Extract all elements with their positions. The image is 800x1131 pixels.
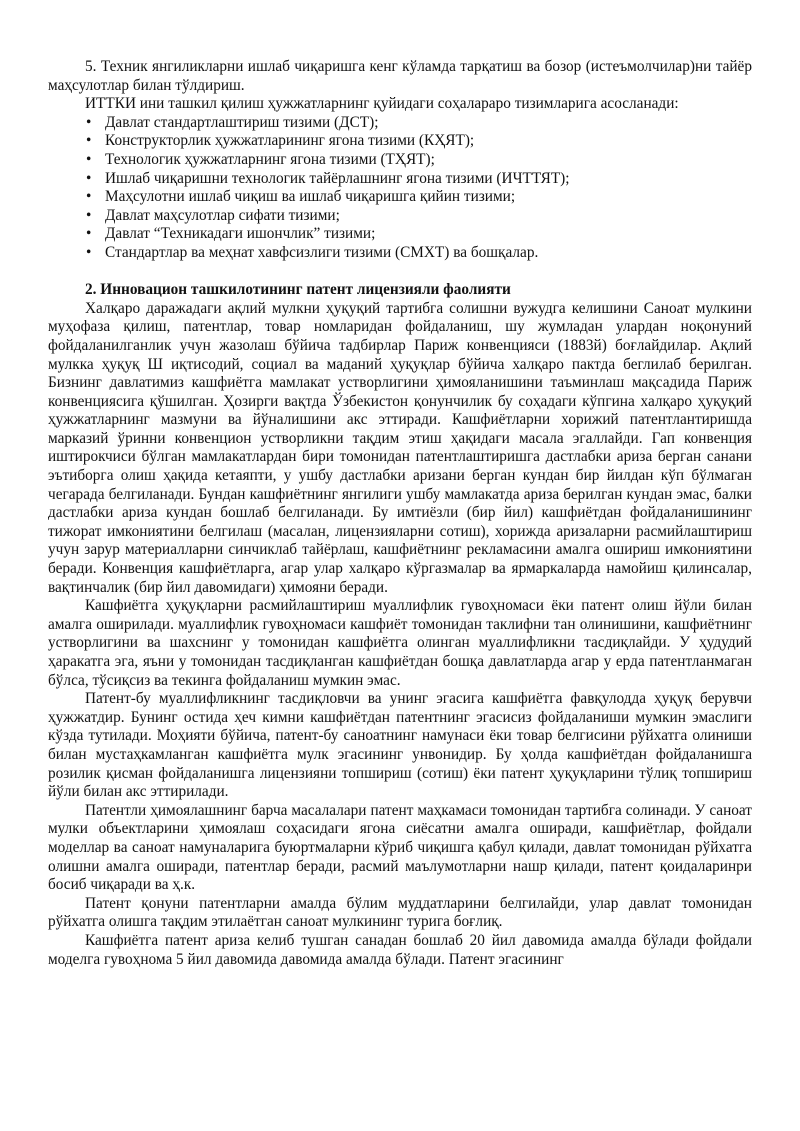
paragraph: Кашфиётга ҳуқуқларни расмийлаштириш муаллифлик гувоҳномаси ёки патент олиш йўли билан амалга оширилади. муаллифлик гувоҳномаси кашфиёт томонидан таклифни тан олинишини, кашфиётнинг устворлигини ва шахснинг у томонидан кашфиётга олинган муаллифликни тасдиқлайди. У ҳудудий ҳаракатга эга, яъни у томонидан тасдиқланган кашфиётдан бошқа давлатларда агар у ерда патентланмаган бўлса, тўсиқсиз ва текинга фойдаланиш мумкин эмас. xyxy=(48,597,752,689)
paragraph: Халқаро даражадаги ақлий мулкни ҳуқуқий тартибга солишни вужудга келишини Саноат мулкини муҳофаза қилиш, патентлар, товар номларидан фойдаланиш, шу жумладан улардан ноқонуний фойдаланилганлик учун жазолаш бўйича тадбирлар Париж конвенцияси (1883й) боғлайдилар. Ақлий мулкка ҳуқуқ Ш иқтисодий, социал ва маданий ҳуқуқлар бўйича халқаро пактда беглилаб берилган. Бизнинг давлатимиз кашфиётга мамлакат устворлигини ҳимояланишини таъминлаш мақсадида Париж конвенциясига қўшилган. Ҳозирги вақтда Ўзбекистон қонунчилик бу соҳадаги кўпгина халқаро ҳуқуқий ҳужжатларнинг мазмуни ва йўналишини акс эттиради. Кашфиётларни хорижий патентлантиришда марказий ўринни конвенцион устворликни тақдим этиш ҳақидаги масала эгаллайди. Гап конвенция иштирокчиси бўлган мамлакатлардан бири томонидан патентлаштиришга дастлабки ариза берган санани эътиборга олиш ҳақида кетаяпти, у ушбу дастлабки аризани берган кундан бир йилдан кўп бўлмаган чегарада белгиланади. Бундан кашфиётнинг янгилиги ушбу мамлакатда ариза берилган кундан эмас, балки дастлабки ариза кундан бошлаб белгиланади. Бу имтиёзли (бир йил) кашфиётдан фойдаланишининг тижорат имкониятини белгилаш (масалан, лицензияларни сотиш), хорижда аризаларни расмийлаштириш учун зарур материалларни синчиклаб тайёрлаш, кашфиётнинг рекламасини амалга ошириш имкониятини беради. Конвенция кашфиётларга, агар улар халқаро кўргазмалар ва ярмаркаларда намойиш қилинсалар, вақтинчалик (бир йил давомидаги) ҳимояни беради. xyxy=(48,299,752,596)
bullet-icon: • xyxy=(86,188,92,206)
paragraph: Патент қонуни патентларни амалда бўлим муддатларини белгилайди, улар давлат томонидан рўйхатга олишга тақдим этилаётган саноат мулкининг турига боғлиқ. xyxy=(48,894,752,931)
bullet-icon: • xyxy=(86,132,92,150)
document-page xyxy=(48,58,752,969)
list-item-text: Технологик ҳужжатларнинг ягона тизими (ТҲЯТ); xyxy=(105,150,435,168)
list-item-text: Маҳсулотни ишлаб чиқиш ва ишлаб чиқаришга қийин тизими; xyxy=(105,188,516,206)
list-item xyxy=(48,114,752,133)
bullet-icon: • xyxy=(86,169,92,187)
list-item-text: Ишлаб чиқаришни технологик тайёрлашнинг ягона тизими (ИЧТТЯТ); xyxy=(105,169,570,187)
paragraph: Патент-бу муаллифликнинг тасдиқловчи ва унинг эгасига кашфиётга фавқулодда ҳуқуқ берувчи ҳужжатдир. Бунинг остида ҳеч кимни кашфиётдан патентнинг эгасисиз фойдаланиши мумкин эмаслиги кўзда тутилади. Моҳияти бўйича, патент-бу саноатнинг намунаси ёки товар белгисини рўйхатга олиниши билан мустаҳкамланган кашфиётга мулк эгасининг унвонидир. Бу ҳолда кашфиётдан фойдаланишга розилик қисман фойдаланишга лицензияни топшириш (сотиш) ёки патент ҳуқуқларини тўлиқ топшириш йўли билан акс эттирилади. xyxy=(48,690,752,801)
list-item-text: Давлат маҳсулотлар сифати тизими; xyxy=(105,206,340,224)
bullet-icon: • xyxy=(86,225,92,243)
bullet-icon: • xyxy=(86,243,92,261)
spacer xyxy=(48,263,752,282)
list-item xyxy=(48,207,752,226)
bullet-icon: • xyxy=(86,113,92,131)
list-item-text: Стандартлар ва меҳнат хавфсизлиги тизими (СМХТ) ва бошқалар. xyxy=(105,243,539,261)
systems-intro: ИТТКИ ини ташкил қилиш ҳужжатларнинг қуйидаги соҳалараро тизимларига асосланади: xyxy=(85,95,679,113)
list-item-text: Конструкторлик ҳужжатларининг ягона тизими (КҲЯТ); xyxy=(105,132,475,150)
list-item-text: Давлат “Техникадаги ишончлик” тизими; xyxy=(105,225,376,243)
section-heading: 2. Инновацион ташкилотининг патент лицензияли фаолияти xyxy=(85,281,511,299)
systems-list xyxy=(48,114,752,263)
list-item-text: Давлат стандартлаштириш тизими (ДСТ); xyxy=(105,113,379,131)
intro-item: 5. Техник янгиликларни ишлаб чиқаришга кенг кўламда тарқатиш ва бозор (истеъмолчилар)ни тайёр маҳсулотлар билан тўлдириш. xyxy=(48,58,752,94)
list-item xyxy=(48,132,752,151)
list-item xyxy=(48,244,752,263)
list-item xyxy=(48,188,752,207)
paragraph: Кашфиётга патент ариза келиб тушган санадан бошлаб 20 йил давомида амалда бўлади фойдали моделга гувоҳнома 5 йил давомида давомида амалда бўлади. Патент эгасининг xyxy=(48,931,752,968)
list-item xyxy=(48,151,752,170)
bullet-icon: • xyxy=(86,150,92,168)
list-item xyxy=(48,170,752,189)
bullet-icon: • xyxy=(86,206,92,224)
list-item xyxy=(48,225,752,244)
paragraph: Патентли ҳимоялашнинг барча масалалари патент маҳкамаси томонидан тартибга солинади. У саноат мулки объектларини ҳимоялаш соҳасидаги ягона сиёсатни амалга оширади, кашфиётлар, фойдали моделлар ва саноат намуналарига буюртмаларни кўриб чиқишга қабул қилади, давлат томонидан рўйхатга олишни амалга оширади, патентлар беради, расмий маълумотларни нашр қилади, патент қоидаларинри босиб чиқаради ва ҳ.к. xyxy=(48,801,752,894)
